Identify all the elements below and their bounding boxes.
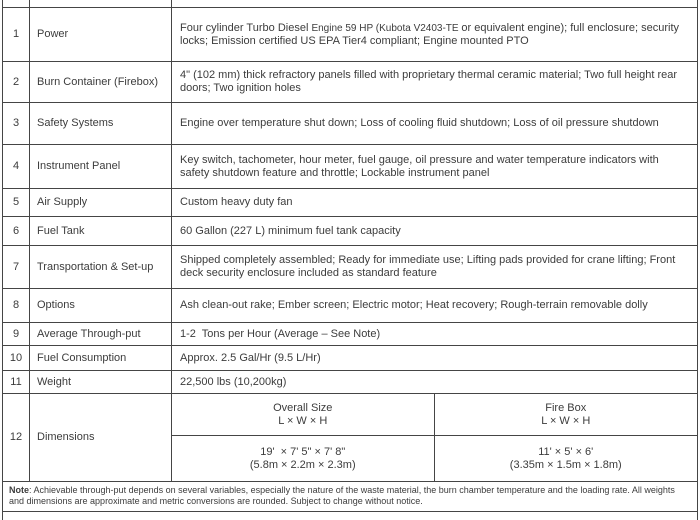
row-number: 7 [3, 246, 30, 288]
cropped-top-num-cell [3, 0, 30, 7]
row-power [3, 8, 697, 62]
row-value [172, 8, 697, 61]
firebox-title: Fire Box [545, 401, 587, 414]
note-label: Note [9, 485, 29, 495]
row-value [172, 246, 697, 288]
row-label: Fuel Tank [30, 217, 172, 245]
cropped-top-row [3, 0, 697, 8]
value-normal-text: or equivalent engine); full enclosure; security locks; Emission certified US EPA Tier4 compliant; Engine mounted PTO [180, 21, 683, 47]
firebox-header-cell [435, 394, 698, 436]
row-number: 5 [3, 189, 30, 216]
firebox-value-cell [435, 436, 698, 481]
row-label: Safety Systems [30, 103, 172, 144]
row-value-text: Key switch, tachometer, hour meter, fuel gauge, oil pressure and water temperature indicators with safety shutdown feature and throttle; Lockable instrument panel [180, 153, 662, 179]
row-number: 1 [3, 8, 30, 61]
row-value [172, 145, 697, 188]
row-value [172, 217, 697, 245]
row-value-text: 4" (102 mm) thick refractory panels filled with proprietary thermal ceramic material; Two full height rear doors; Two ignition holes [180, 69, 681, 94]
firebox-metric: (3.35m × 1.5m × 1.8m) [509, 458, 622, 471]
row-label: Average Through-put [30, 323, 172, 345]
row-value [172, 323, 697, 345]
note-text [9, 485, 691, 507]
row-value-text: Approx. 2.5 Gal/Hr (9.5 L/Hr) [180, 351, 321, 364]
row-options [3, 289, 697, 323]
row-weight [3, 371, 697, 394]
row-value-text: Custom heavy duty fan [180, 196, 293, 208]
row-number: 8 [3, 289, 30, 322]
overall-size-value-cell [172, 436, 435, 481]
overall-size-imperial: 19' × 7' 5" × 7' 8" [260, 445, 346, 458]
row-value [172, 289, 697, 322]
row-value-text: Ash clean-out rake; Ember screen; Electric motor; Heat recovery; Rough-terrain removable dolly [180, 299, 648, 311]
row-value-text: 60 Gallon (227 L) minimum fuel tank capacity [180, 224, 401, 237]
row-number: 2 [3, 62, 30, 102]
row-dimensions [3, 394, 697, 482]
value-small-text: Engine 59 HP (Kubota V2403-TE [311, 22, 462, 34]
row-value-text: 1-2 Tons per Hour (Average – See Note) [180, 327, 381, 340]
row-value [172, 103, 697, 144]
row-number: 3 [3, 103, 30, 144]
overall-size-lwh: L × W × H [278, 414, 328, 427]
row-burn-container [3, 62, 697, 103]
cropped-top-label-cell [30, 0, 172, 7]
row-label: Options [30, 289, 172, 322]
row-value-text [180, 22, 689, 48]
cropped-top-value-cell [172, 0, 697, 7]
firebox-imperial: 11' × 5' × 6' [538, 445, 594, 458]
cropped-bottom-cell [3, 512, 697, 520]
row-fuel-consumption [3, 346, 697, 371]
row-label: Fuel Consumption [30, 346, 172, 370]
value-normal-text: Four cylinder Turbo Diesel [180, 21, 312, 34]
row-value [172, 62, 697, 102]
row-label: Weight [30, 371, 172, 393]
overall-size-metric: (5.8m × 2.2m × 2.3m) [249, 458, 356, 471]
note-row [3, 482, 697, 512]
row-value [172, 346, 697, 370]
row-safety-systems [3, 103, 697, 145]
overall-size-title: Overall Size [273, 401, 333, 414]
row-label: Dimensions [30, 394, 172, 481]
row-air-supply [3, 189, 697, 217]
row-instrument-panel [3, 145, 697, 189]
row-transportation [3, 246, 697, 289]
row-value [172, 371, 697, 393]
row-label: Burn Container (Firebox) [30, 62, 172, 102]
row-number: 11 [3, 371, 30, 393]
row-number: 9 [3, 323, 30, 345]
row-label: Instrument Panel [30, 145, 172, 188]
cropped-bottom-row [3, 512, 697, 520]
row-average-throughput [3, 323, 697, 346]
row-value-text: 22,500 lbs (10,200kg) [180, 375, 287, 388]
row-value-text: Engine over temperature shut down; Loss of cooling fluid shutdown; Loss of oil pressure shutdown [180, 117, 659, 129]
row-label: Transportation & Set-up [30, 246, 172, 288]
dimensions-grid [172, 394, 697, 481]
row-label: Air Supply [30, 189, 172, 216]
row-fuel-tank [3, 217, 697, 246]
row-value [172, 189, 697, 216]
row-label: Power [30, 8, 172, 61]
spec-table [2, 0, 698, 520]
row-number: 12 [3, 394, 30, 481]
row-number: 6 [3, 217, 30, 245]
row-number: 10 [3, 346, 30, 370]
note-body: : Achievable through-put depends on several variables, especially the nature of the waste material, the burn chamber temperature and the loading rate. All weights and dimensions are approximate and metric conversions are rounded. Subject to change without notice. [9, 485, 675, 506]
row-value-text: Shipped completely assembled; Ready for immediate use; Lifting pads provided for crane lifting; Front deck security enclosure included as standard feature [180, 254, 679, 279]
row-number: 4 [3, 145, 30, 188]
overall-size-header-cell [172, 394, 435, 436]
firebox-lwh: L × W × H [541, 414, 591, 427]
